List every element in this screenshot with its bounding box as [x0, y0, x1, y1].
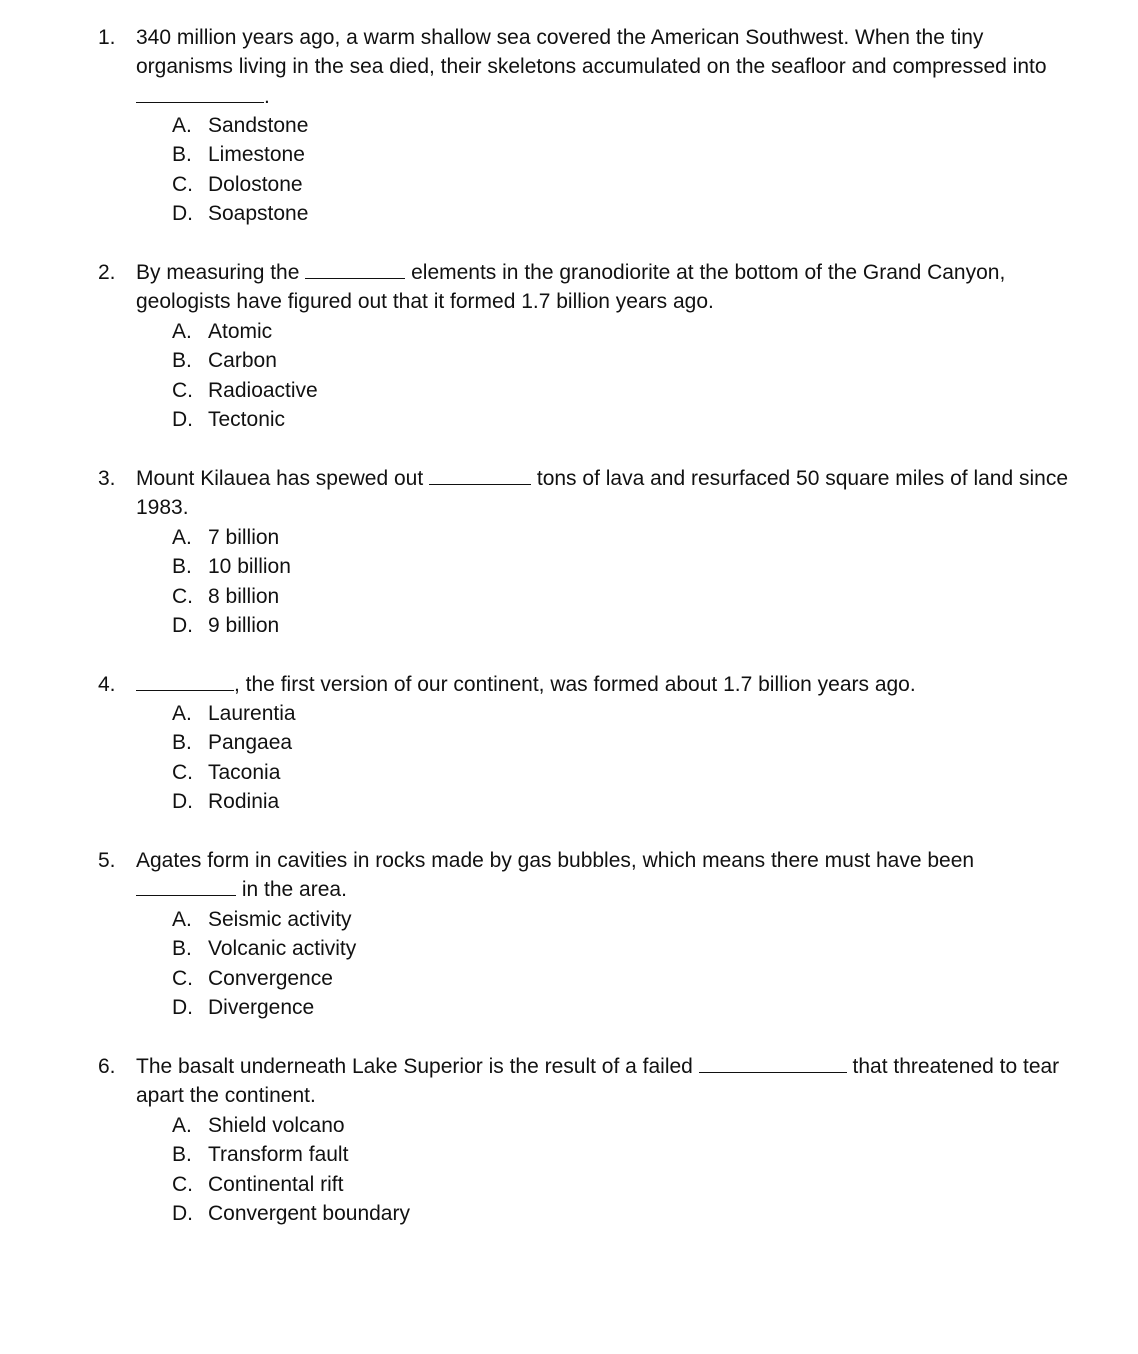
option-a[interactable] — [172, 111, 308, 140]
option-letter: D. — [172, 408, 193, 432]
option-a[interactable] — [172, 699, 296, 728]
option-b[interactable] — [172, 934, 356, 963]
question-number: 5. — [98, 849, 116, 872]
question-stem — [136, 23, 1076, 111]
option-letter: A. — [172, 526, 192, 549]
option-text: Limestone — [208, 143, 305, 167]
option-c[interactable] — [172, 582, 291, 611]
option-text: Laurentia — [208, 702, 296, 725]
option-text: Convergence — [208, 966, 333, 990]
option-text: Carbon — [208, 349, 277, 373]
stem-text: elements in the granodiorite at the bottom of the Grand Canyon, geologists have figured out that it formed 1.7 billion years ago. — [136, 261, 1006, 314]
option-letter: B. — [172, 555, 192, 579]
option-letter: A. — [172, 320, 192, 343]
option-text: Dolostone — [208, 172, 303, 196]
option-c[interactable] — [172, 758, 296, 787]
answer-blank — [136, 875, 236, 896]
option-c[interactable] — [172, 376, 318, 405]
stem-text: in the area. — [236, 878, 347, 902]
option-b[interactable] — [172, 552, 291, 581]
option-letter: D. — [172, 614, 193, 638]
option-letter: C. — [172, 584, 193, 608]
option-d[interactable] — [172, 405, 318, 434]
option-text: Seismic activity — [208, 908, 352, 931]
option-letter: C. — [172, 1172, 193, 1196]
option-a[interactable] — [172, 523, 291, 552]
question-stem — [136, 1052, 1076, 1111]
option-d[interactable] — [172, 1199, 410, 1228]
stem-text: . — [264, 84, 270, 108]
option-d[interactable] — [172, 787, 296, 816]
question-stem — [136, 670, 1076, 699]
option-a[interactable] — [172, 317, 318, 346]
option-letter: C. — [172, 966, 193, 990]
option-text: Shield volcano — [208, 1114, 345, 1137]
answer-blank — [429, 464, 531, 485]
option-letter: D. — [172, 202, 193, 226]
option-letter: B. — [172, 731, 192, 755]
question-number: 6. — [98, 1055, 116, 1078]
options-list — [172, 317, 318, 435]
option-letter: A. — [172, 702, 192, 725]
option-text: Radioactive — [208, 378, 318, 402]
option-c[interactable] — [172, 964, 356, 993]
stem-text: , the first version of our continent, was formed about 1.7 billion years ago. — [234, 673, 916, 696]
option-letter: B. — [172, 143, 192, 167]
question-stem — [136, 846, 1076, 905]
options-list — [172, 111, 308, 229]
option-text: Atomic — [208, 320, 273, 343]
question-number: 1. — [98, 26, 116, 49]
option-b[interactable] — [172, 1140, 410, 1169]
options-list — [172, 699, 296, 817]
option-text: 9 billion — [208, 614, 280, 638]
option-text: Convergent boundary — [208, 1202, 410, 1226]
option-text: Taconia — [208, 760, 281, 784]
option-letter: A. — [172, 908, 192, 931]
option-text: Volcanic activity — [208, 937, 357, 961]
option-text: 10 billion — [208, 555, 291, 579]
option-b[interactable] — [172, 728, 296, 757]
question-stem — [136, 464, 1076, 523]
question-number: 2. — [98, 261, 116, 284]
option-c[interactable] — [172, 1170, 410, 1199]
stem-text: that threatened to tear apart the continent. — [136, 1055, 1060, 1108]
answer-blank — [305, 258, 405, 279]
option-letter: C. — [172, 378, 193, 402]
stem-text: Mount Kilauea has spewed out — [136, 467, 430, 490]
answer-blank — [136, 670, 234, 691]
option-letter: D. — [172, 790, 193, 814]
option-d[interactable] — [172, 199, 308, 228]
options-list — [172, 1111, 410, 1229]
option-text: 7 billion — [208, 526, 280, 549]
option-text: Rodinia — [208, 790, 280, 814]
option-text: Sandstone — [208, 114, 309, 137]
option-b[interactable] — [172, 140, 308, 169]
question-number: 4. — [98, 673, 116, 696]
answer-blank — [136, 82, 264, 103]
option-d[interactable] — [172, 611, 291, 640]
option-letter: B. — [172, 349, 192, 373]
question-number: 3. — [98, 467, 116, 490]
option-text: Transform fault — [208, 1143, 349, 1167]
option-letter: C. — [172, 172, 193, 196]
option-d[interactable] — [172, 993, 356, 1022]
option-c[interactable] — [172, 170, 308, 199]
option-text: Soapstone — [208, 202, 309, 226]
option-letter: B. — [172, 937, 192, 961]
option-a[interactable] — [172, 905, 356, 934]
stem-text: 340 million years ago, a warm shallow sea covered the American Southwest. When the tiny organisms living in the sea died, their skeletons accumulated on the seafloor and compressed into — [136, 26, 1047, 79]
option-text: 8 billion — [208, 584, 280, 608]
option-letter: B. — [172, 1143, 192, 1167]
stem-text: By measuring the — [136, 261, 306, 284]
options-list — [172, 905, 356, 1023]
option-text: Divergence — [208, 996, 315, 1020]
option-letter: A. — [172, 114, 192, 137]
option-text: Pangaea — [208, 731, 293, 755]
option-b[interactable] — [172, 346, 318, 375]
option-letter: D. — [172, 996, 193, 1020]
option-a[interactable] — [172, 1111, 410, 1140]
answer-blank — [699, 1052, 847, 1073]
option-letter: C. — [172, 760, 193, 784]
option-letter: D. — [172, 1202, 193, 1226]
question-stem — [136, 258, 1076, 317]
stem-text: The basalt underneath Lake Superior is the result of a failed — [136, 1055, 699, 1078]
option-text: Tectonic — [208, 408, 286, 432]
option-letter: A. — [172, 1114, 192, 1137]
option-text: Continental rift — [208, 1172, 344, 1196]
stem-text: tons of lava and resurfaced 50 square miles of land since 1983. — [136, 467, 1069, 520]
stem-text: Agates form in cavities in rocks made by gas bubbles, which means there must have been — [136, 849, 975, 872]
options-list — [172, 523, 291, 641]
